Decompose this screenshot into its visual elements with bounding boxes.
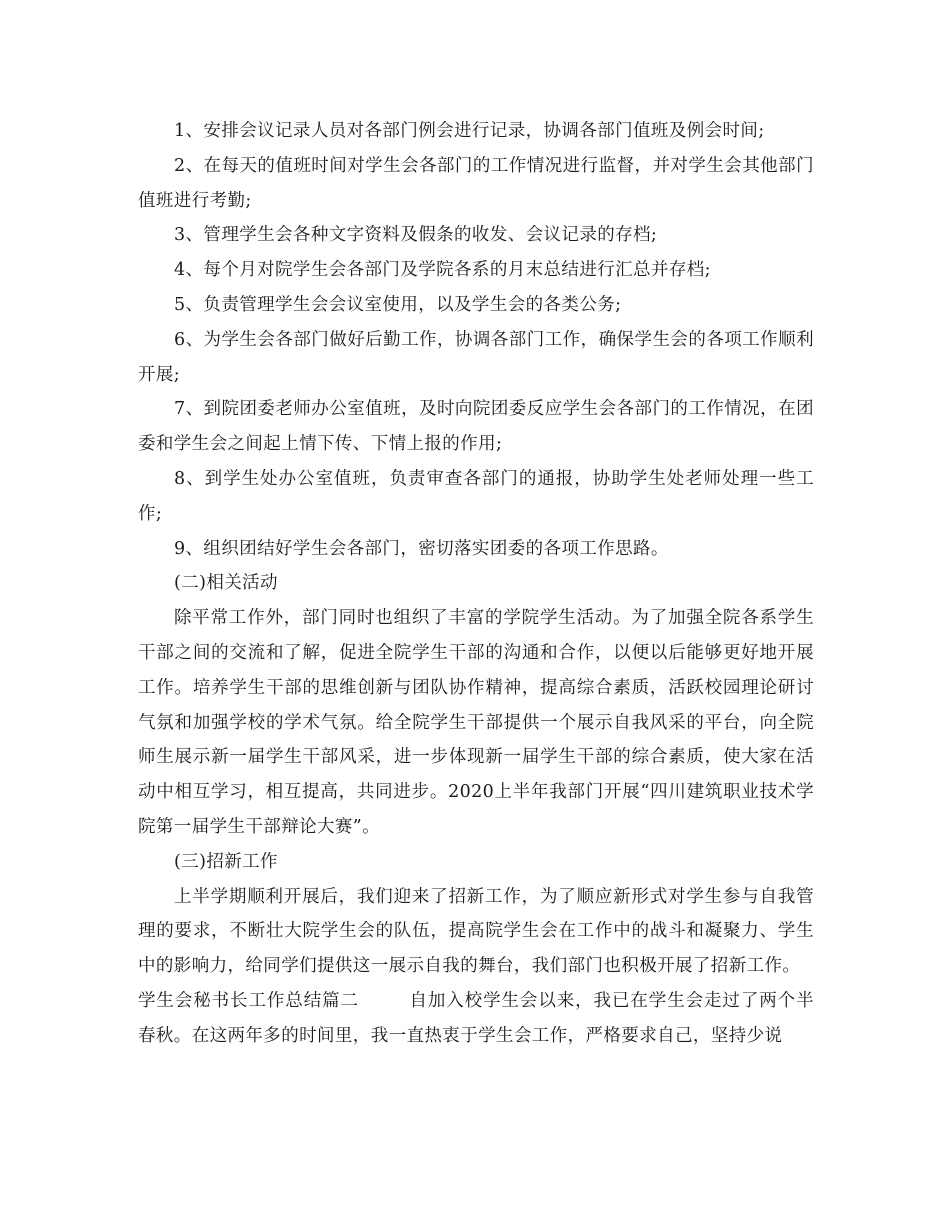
part-two-title: 学生会秘书长工作总结篇二 <box>138 990 359 1011</box>
section-body-activities: 除平常工作外，部门同时也组织了丰富的学院学生活动。为了加强全院各系学生干部之间的交流和了解，促进全院学生干部的沟通和合作，以便以后能够更好地开展工作。培养学生干部的思维创新与团队协作精神，提高综合素质，活跃校园理论研讨气氛和加强学校的学术气氛。给全院学生干部提供一个展示自我风采的平台，向全院师生展示新一届学生干部风采，进一步体现新一届学生干部的综合素质，使大家在活动中相互学习，相互提高，共同进步。2020上半年我部门开展“四川建筑职业技术学院第一届学生干部辩论大赛”。 <box>138 608 814 837</box>
duty-item-9: 9、组织团结好学生会各部门，密切落实团委的各项工作思路。 <box>174 538 669 559</box>
duty-item-6: 6、为学生会各部门做好后勤工作，协调各部门工作，确保学生会的各项工作顺利开展; <box>138 329 814 385</box>
section-heading-recruitment: (三)招新工作 <box>174 851 278 872</box>
part-two-paragraph <box>138 984 814 1054</box>
part-two-body: 自加入校学生会以来，我已在学生会走过了两个半春秋。在这两年多的时间里，我一直热衷于学生会工作，严格要求自己，坚持少说 <box>138 990 814 1046</box>
duty-item-5: 5、负责管理学生会会议室使用，以及学生会的各类公务; <box>174 294 622 315</box>
duty-item-1: 1、安排会议记录人员对各部门例会进行记录，协调各部门值班及例会时间; <box>174 121 765 141</box>
duty-item-3: 3、管理学生会各种文字资料及假条的收发、会议记录的存档; <box>174 225 658 246</box>
section-heading-activities: (二)相关活动 <box>174 573 278 594</box>
duty-item-4: 4、每个月对院学生会各部门及学院各系的月末总结进行汇总并存档; <box>174 260 711 281</box>
section-body-recruitment: 上半学期顺利开展后，我们迎来了招新工作，为了顺应新形式对学生参与自我管理的要求，不断壮大院学生会的队伍，提高院学生会在工作中的战斗和凝聚力、学生中的影响力，给同学们提供这一展示自我的舞台，我们部门也积极开展了招新工作。 <box>138 886 814 977</box>
duty-item-7: 7、到院团委老师办公室值班，及时向院团委反应学生会各部门的工作情况，在团委和学生会之间起上情下传、下情上报的作用; <box>138 399 814 455</box>
duty-item-8: 8、到学生处办公室值班，负责审查各部门的通报，协助学生处老师处理一些工作; <box>138 468 814 524</box>
document-body <box>138 114 814 1054</box>
duty-item-2: 2、在每天的值班时间对学生会各部门的工作情况进行监督，并对学生会其他部门值班进行考勤; <box>138 155 814 211</box>
